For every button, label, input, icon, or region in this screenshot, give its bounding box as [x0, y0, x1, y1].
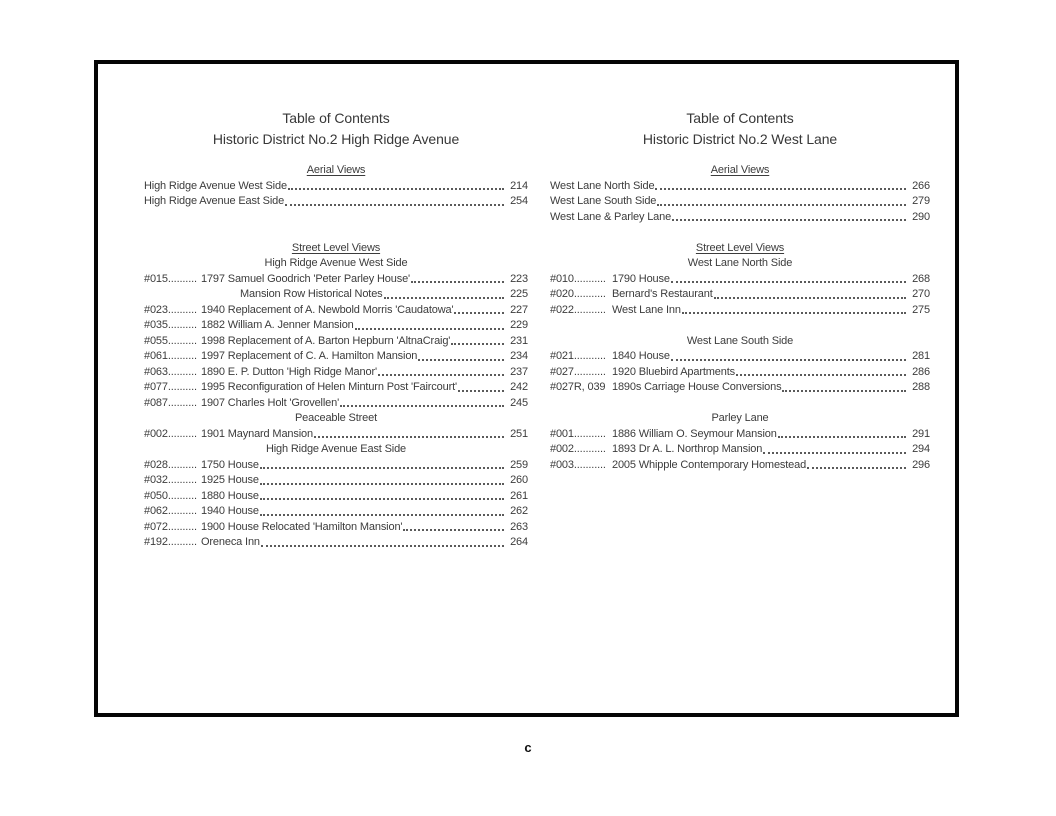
column-title-block: [144, 108, 528, 150]
dot-leader: [260, 498, 504, 500]
toc-entry: [550, 194, 930, 210]
entry-title: 1997 Replacement of C. A. Hamilton Mansion: [201, 350, 418, 362]
dot-leader: [378, 374, 504, 376]
entry-title: High Ridge Avenue East Side: [144, 195, 285, 207]
toc-entry: [550, 272, 930, 288]
entry-number: #010...........: [550, 272, 606, 285]
dot-leader: [261, 545, 504, 547]
toc-entry: [144, 303, 528, 319]
entry-number: #072..........: [144, 520, 197, 533]
column-title-block: [550, 108, 930, 150]
toc-subtitle: Historic District No.2 High Ridge Avenue: [212, 131, 460, 147]
toc-section-heading: [144, 241, 528, 257]
entry-number: #087..........: [144, 396, 197, 409]
dot-leader: [260, 467, 504, 469]
entry-number: #023..........: [144, 303, 197, 316]
toc-entry: [144, 535, 528, 551]
entry-title: Oreneca Inn: [201, 536, 260, 548]
toc-entry: [550, 365, 930, 381]
entry-title: 1995 Reconfiguration of Helen Minturn Post 'Faircourt': [201, 381, 457, 393]
toc-entry: [144, 427, 528, 443]
toc-entry: [144, 520, 528, 536]
entry-page-number: 286: [912, 365, 930, 378]
entry-title: 1890 E. P. Dutton 'High Ridge Manor': [201, 365, 377, 378]
entry-title: 1907 Charles Holt 'Grovellen': [201, 396, 340, 409]
toc-spacer-row: [144, 225, 528, 241]
toc-subsection-heading: [144, 442, 528, 458]
subsection-heading-label: Parley Lane: [711, 412, 769, 424]
entry-title: 1925 House: [201, 474, 259, 486]
entry-title: 2005 Whipple Contemporary Homestead: [612, 458, 807, 471]
entry-page-number: 245: [510, 396, 528, 409]
toc-entry: [550, 303, 930, 319]
entry-page-number: 251: [510, 427, 528, 440]
subsection-heading-label: Peaceable Street: [295, 412, 377, 424]
entry-page-number: 231: [510, 334, 528, 347]
dot-leader: [778, 436, 906, 438]
entry-number: #032..........: [144, 474, 197, 486]
toc-column-west-lane: [550, 108, 930, 473]
toc-entry: [144, 504, 528, 520]
toc-entry: [144, 349, 528, 365]
subsection-heading-label: High Ridge Avenue East Side: [265, 443, 407, 455]
entry-page-number: 270: [912, 288, 930, 300]
entry-page-number: 261: [510, 489, 528, 502]
entry-title: 1882 William A. Jenner Mansion: [201, 319, 354, 331]
entry-page-number: 259: [510, 458, 528, 471]
entry-title: 1920 Bluebird Apartments: [612, 365, 735, 378]
entry-title: High Ridge Avenue West Side: [144, 179, 287, 192]
toc-entry: [144, 287, 528, 303]
dot-leader: [807, 467, 906, 469]
entry-page-number: 266: [912, 179, 930, 192]
toc-entry: [550, 380, 930, 396]
toc-entry: [144, 194, 528, 210]
subsection-heading-label: West Lane South Side: [686, 334, 794, 347]
entry-title: 1940 Replacement of A. Newbold Morris 'Caudatowa': [201, 303, 454, 316]
entry-page-number: 294: [912, 443, 930, 455]
toc-entry: [144, 318, 528, 334]
subsection-heading-label: High Ridge Avenue West Side: [264, 257, 408, 269]
dot-leader: [355, 328, 504, 330]
entry-title: 1901 Maynard Mansion: [201, 427, 313, 440]
dot-leader: [782, 390, 906, 392]
toc-subsection-heading: [550, 334, 930, 350]
dot-leader: [655, 188, 906, 190]
toc-entry: [550, 458, 930, 474]
toc-entry: [144, 396, 528, 412]
entry-page-number: 234: [510, 350, 528, 362]
entry-title: 1840 House: [612, 350, 670, 362]
entry-title: 1900 House Relocated 'Hamilton Mansion': [201, 520, 403, 533]
entry-title: Mansion Row Historical Notes: [240, 288, 383, 300]
dot-leader: [671, 281, 906, 283]
toc-subtitle: Historic District No.2 West Lane: [642, 131, 838, 147]
toc-column-high-ridge-avenue: [144, 108, 528, 551]
dot-leader: [260, 514, 504, 516]
toc-entry: [550, 179, 930, 195]
entry-page-number: 227: [510, 303, 528, 316]
toc-entry: [550, 287, 930, 303]
toc-entry: [144, 179, 528, 195]
entry-title: 1880 House: [201, 489, 259, 502]
entry-page-number: 260: [510, 474, 528, 486]
entry-page-number: 279: [912, 195, 930, 207]
entry-page-number: 264: [510, 536, 528, 548]
entry-number: #062..........: [144, 505, 197, 517]
entry-title: West Lane & Parley Lane: [550, 210, 672, 223]
toc-title: Table of Contents: [282, 110, 390, 126]
entry-number: #022...........: [550, 303, 606, 316]
dot-leader: [418, 359, 504, 361]
toc-entry: [144, 380, 528, 396]
toc-entry: [144, 272, 528, 288]
page-caption: c: [524, 740, 532, 755]
toc-entry: [144, 489, 528, 505]
entry-page-number: 291: [912, 427, 930, 440]
entry-page-number: 281: [912, 350, 930, 362]
entry-title: 1940 House: [201, 505, 259, 517]
entry-number: #002...........: [550, 443, 606, 455]
dot-leader: [384, 297, 504, 299]
entry-page-number: 254: [510, 195, 528, 207]
toc-entry: [144, 473, 528, 489]
entry-page-number: 229: [510, 319, 528, 331]
entry-page-number: 223: [510, 272, 528, 285]
entry-number: #001...........: [550, 427, 606, 440]
entry-number: #027R, 039: [550, 381, 606, 393]
entry-number: #027...........: [550, 365, 606, 378]
entry-title: 1886 William O. Seymour Mansion: [612, 427, 777, 440]
entry-number: #063..........: [144, 365, 197, 378]
dot-leader: [736, 374, 906, 376]
dot-leader: [672, 219, 906, 221]
dot-leader: [411, 281, 504, 283]
entry-number: #002..........: [144, 427, 197, 440]
entry-title: 1893 Dr A. L. Northrop Mansion: [612, 443, 763, 455]
dot-leader: [340, 405, 504, 407]
entry-page-number: 268: [912, 272, 930, 285]
entry-number: #021...........: [550, 350, 606, 362]
dot-leader: [285, 204, 504, 206]
entry-title: West Lane South Side: [550, 195, 657, 207]
dot-leader: [454, 312, 504, 314]
dot-leader: [714, 297, 906, 299]
toc-subsection-heading: [144, 256, 528, 272]
entry-title: 1750 House: [201, 458, 259, 471]
toc-subsection-heading: [550, 411, 930, 427]
section-heading-label: Street Level Views: [291, 241, 381, 254]
toc-spacer-row: [550, 318, 930, 334]
entry-page-number: 290: [912, 210, 930, 223]
toc-section-heading: [550, 163, 930, 179]
entry-number: #061..........: [144, 350, 197, 362]
entry-number: #077..........: [144, 381, 197, 393]
toc-spacer-row: [550, 396, 930, 412]
entry-title: 1790 House: [612, 272, 670, 285]
entry-page-number: 237: [510, 365, 528, 378]
dot-leader: [657, 204, 906, 206]
dot-leader: [682, 312, 906, 314]
entry-page-number: 263: [510, 520, 528, 533]
entry-page-number: 262: [510, 505, 528, 517]
dot-leader: [314, 436, 504, 438]
entry-number: #035..........: [144, 319, 197, 331]
entry-title: Bernard's Restaurant: [612, 288, 713, 300]
entry-page-number: 225: [510, 288, 528, 300]
subsection-heading-label: West Lane North Side: [687, 257, 793, 269]
dot-leader: [763, 452, 906, 454]
toc-entry: [550, 210, 930, 226]
entry-number: #055..........: [144, 334, 197, 347]
toc-spacer-row: [550, 225, 930, 241]
entry-title: West Lane Inn: [612, 303, 681, 316]
entry-page-number: 296: [912, 458, 930, 471]
entry-number: #028..........: [144, 458, 197, 471]
entry-number: #050..........: [144, 489, 197, 502]
toc-entry: [550, 442, 930, 458]
toc-section-heading: [550, 241, 930, 257]
entry-number: #003...........: [550, 458, 606, 471]
entry-page-number: 275: [912, 303, 930, 316]
toc-rows: [550, 163, 930, 473]
toc-page: [94, 60, 959, 717]
toc-entry: [550, 349, 930, 365]
dot-leader: [458, 390, 504, 392]
toc-entry: [550, 427, 930, 443]
dot-leader: [260, 483, 504, 485]
toc-subsection-heading: [144, 411, 528, 427]
entry-title: 1998 Replacement of A. Barton Hepburn 'AltnaCraig': [201, 334, 451, 347]
entry-number: #192..........: [144, 536, 197, 548]
toc-section-heading: [144, 163, 528, 179]
entry-number: #020...........: [550, 288, 606, 300]
entry-page-number: 288: [912, 381, 930, 393]
toc-spacer-row: [144, 210, 528, 226]
toc-rows: [144, 163, 528, 551]
entry-number: #015..........: [144, 272, 197, 285]
entry-page-number: 242: [510, 381, 528, 393]
entry-title: 1797 Samuel Goodrich 'Peter Parley House': [201, 272, 411, 285]
section-heading-label: Street Level Views: [695, 241, 785, 254]
entry-page-number: 214: [510, 179, 528, 192]
section-heading-label: Aerial Views: [710, 164, 770, 176]
entry-title: 1890s Carriage House Conversions: [612, 381, 782, 393]
section-heading-label: Aerial Views: [306, 164, 366, 176]
toc-title: Table of Contents: [686, 110, 794, 126]
dot-leader: [451, 343, 504, 345]
toc-entry: [144, 334, 528, 350]
dot-leader: [403, 529, 504, 531]
toc-subsection-heading: [550, 256, 930, 272]
toc-entry: [144, 458, 528, 474]
dot-leader: [288, 188, 504, 190]
dot-leader: [671, 359, 906, 361]
toc-entry: [144, 365, 528, 381]
entry-title: West Lane North Side: [550, 179, 655, 192]
